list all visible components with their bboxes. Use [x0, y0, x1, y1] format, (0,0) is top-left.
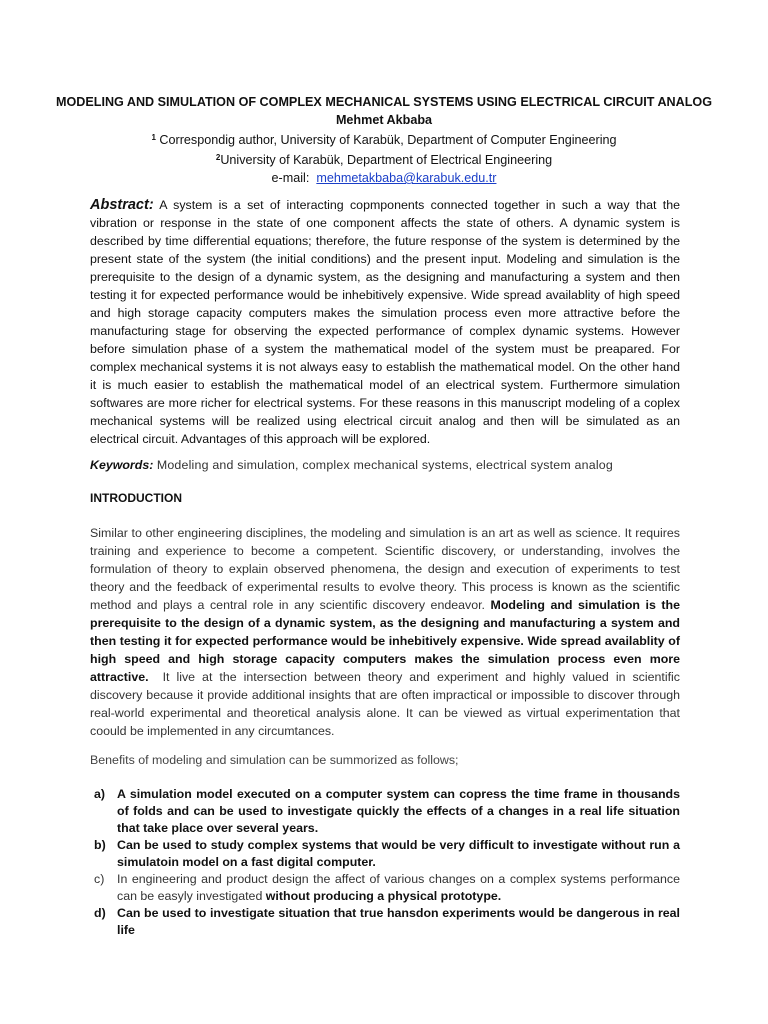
intro-text-end: It live at the intersection between theory and experiment and highly valued in scientific discovery because it provide additional insights that are often impractical or impossible to discover through real-world experimental and theoretical analysis alone. It can be viewed as virtual experimentation that coould be implemented in any circumtances. [90, 670, 680, 738]
list-marker: d) [94, 906, 106, 920]
introduction-paragraph [90, 524, 680, 740]
affiliation-2-text: University of Karabük, Department of Electrical Engineering [220, 153, 553, 167]
benefits-list [90, 786, 680, 939]
list-item-bold-tail: without producing a physical prototype. [265, 889, 502, 903]
affiliation-2 [0, 149, 768, 169]
list-item [90, 871, 680, 905]
introduction-heading: INTRODUCTION [90, 491, 182, 505]
intro-text-bold: Modeling and simulation is the prerequisite to the design of a dynamic system, as the designing and manufacturing a system and then testing it for expected performance would be inhebitively expensive. Wide spread availablity of high speed and high storage capacity computers makes the simulation process even more attractive. [90, 598, 680, 684]
list-marker: a) [94, 787, 106, 801]
list-item-text: In engineering and product design the affect of various changes on a complex systems performance can be easyly investigated [117, 872, 680, 903]
paper-title: MODELING AND SIMULATION OF COMPLEX MECHANICAL SYSTEMS USING ELECTRICAL CIRCUIT ANALOG [55, 95, 713, 109]
benefits-intro: Benefits of modeling and simulation can be summorized as follows; [90, 753, 459, 767]
affiliation-2-marker: 2 [215, 153, 221, 162]
list-item-text: A simulation model executed on a computer system can copress the time frame in thousands of folds and can be used to investigate quickly the effects of a changes in a real life situation that take place over several years. [117, 787, 680, 835]
list-item [90, 786, 680, 837]
list-marker: b) [94, 838, 106, 852]
author-name: Mehmet Akbaba [335, 113, 433, 127]
abstract [90, 196, 680, 448]
list-item [90, 837, 680, 871]
list-item-text: Can be used to investigate situation that true hansdon experiments would be dangerous in real life [117, 906, 680, 937]
list-item-text: Can be used to study complex systems that would be very difficult to investigate without run a simulatoin model on a fast digital computer. [117, 838, 680, 869]
email-line [0, 169, 768, 187]
paper-header [0, 93, 768, 187]
list-marker: c) [94, 872, 105, 886]
affiliation-1-marker: 1 [151, 133, 156, 142]
abstract-text: A system is a set of interacting copmponents connected together in such a way that the vibration or response in the state of one component affects the state of others. A dynamic system is described by time differential equations; therefore, the future response of the system is determined by the present state of the system (the initial conditions) and the present input. Modeling and simulation is the prerequisite to the design of a dynamic system, as the designing and manufacturing a system and then testing it for expected performance would be inhebitively expensive. Wide spread availablity of high speed and high storage capacity computers makes the simulation process even more attractive before the manufacturing stage for observing the expected performance of complex dynamic systems. However before simulation phase of a system the mathematical model of the system must be preapared. For complex mechanical systems it is not always easy to establish the mathematical model. On the other hand it is much easier to establish the mathematical model of an electrical system. Furthermore simulation softwares are more richer for electrical systems. For these reasons in this manuscript modeling of a coplex mechanical systems will be realized using electrical circuit analog and then will be simulated as an electrical circuit. Advantages of this approach will be explored. [90, 198, 680, 446]
list-item [90, 905, 680, 939]
intro-text-start: Similar to other engineering disciplines, the modeling and simulation is an art as well as science. It requires training and experience to become a competent. Scientific discovery, or understanding, involves the formulation of theory to explain observed phenomena, the design and execution of experiments to test theory and the feedback of experimental results to evolve theory. This process is known as the scientific method and plays a central role in any scientific discovery endeavor. [90, 526, 680, 612]
affiliation-1-text: Correspondig author, University of Karabük, Department of Computer Engineering [159, 133, 617, 147]
affiliation-1 [0, 129, 768, 149]
keywords-text: Modeling and simulation, complex mechanical systems, electrical system analog [156, 458, 613, 472]
email-link[interactable]: mehmetakbaba@karabuk.edu.tr [316, 171, 497, 185]
email-label: e-mail: [271, 171, 310, 185]
keywords-label: Keywords: [90, 458, 154, 472]
abstract-label: Abstract: [90, 197, 154, 213]
keywords [90, 456, 680, 474]
